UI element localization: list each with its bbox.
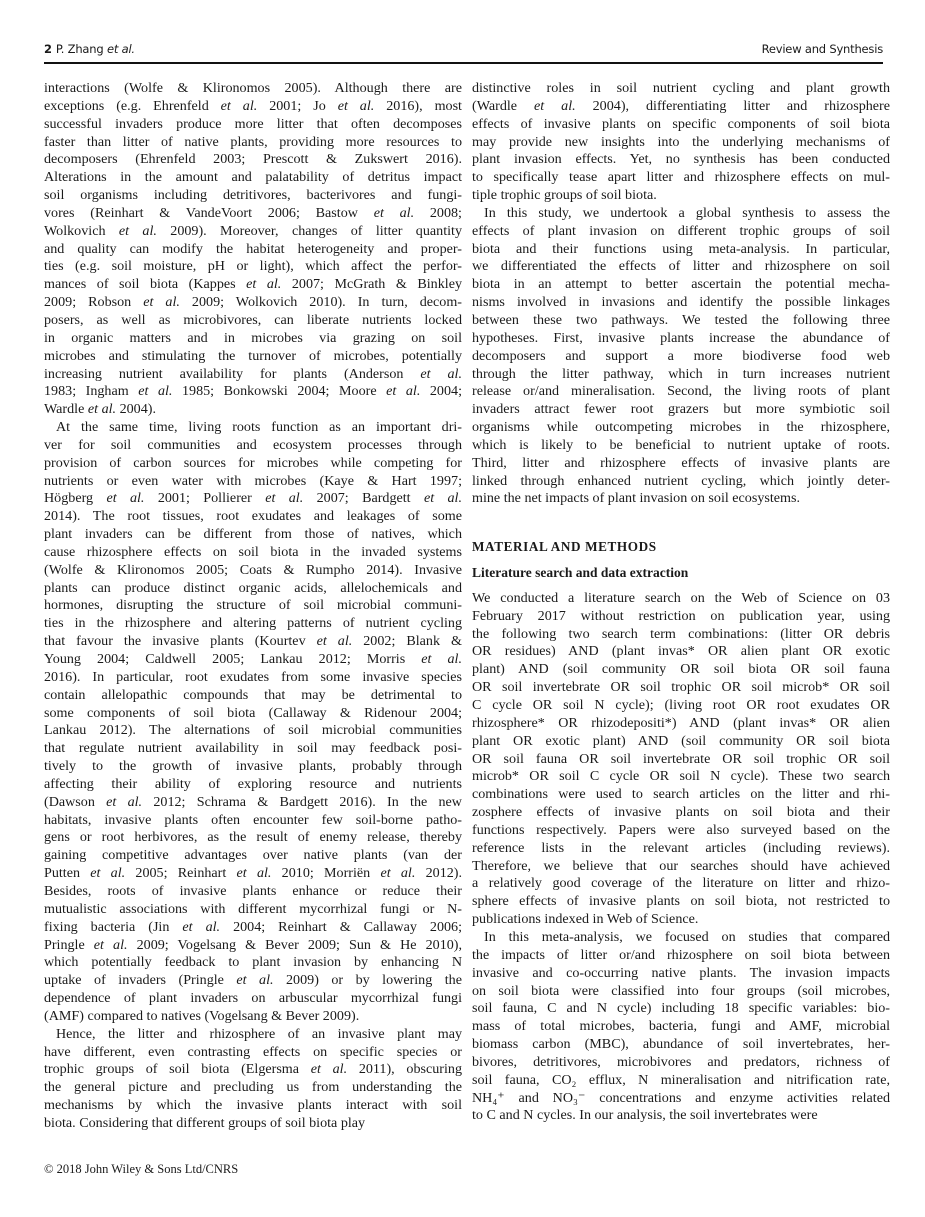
- text-line: OR soil invertebrate OR soil trophic OR soil microb* OR soil: [472, 679, 890, 696]
- text-line: have different, even contrasting effects on specific species or: [44, 1043, 462, 1060]
- text-line: gens or root herbivores, as the result of enemy release, thereby: [44, 829, 462, 846]
- paragraph: [44, 1026, 462, 1133]
- running-header: [44, 40, 883, 60]
- right-column: [472, 80, 890, 1125]
- text-line: to specifically tease apart litter and rhizosphere effects on mul-: [472, 169, 890, 186]
- text-line: sphere effects of invasive plants on soil biota, not restricted to: [472, 893, 890, 910]
- text-line: Alterations in the amount and palatability of detritus impact: [44, 169, 462, 186]
- text-line: (Wardle et al. 2004), differentiating litter and rhizosphere: [472, 97, 890, 114]
- paragraph: [472, 80, 890, 205]
- text-line: At the same time, living roots function as an important dri-: [56, 419, 462, 436]
- header-author: P. Zhang: [55, 42, 104, 56]
- text-line: In this meta-analysis, we focused on studies that compared: [484, 928, 890, 945]
- text-line: Putten et al. 2005; Reinhart et al. 2010; Morriën et al. 2012).: [44, 865, 463, 882]
- text-line: gaining competitive advantages over native plants (van der: [44, 847, 462, 864]
- text-line: effects of plant invasion on different trophic groups of soil: [472, 222, 890, 239]
- text-line: plants can produce distinct organic acids, allelochemicals and: [44, 579, 462, 596]
- text-line: 2014). The root tissues, root exudates and leakages of some: [44, 508, 462, 525]
- text-line: mass of total microbes, bacteria, fungi and AMF, microbial: [472, 1018, 890, 1035]
- text-line: decomposers and support a more biodiverse food web: [472, 347, 890, 364]
- text-line: invasive and co-occurring native plants. The invasion impacts: [472, 964, 890, 981]
- text-line: through the litter pathway, which in turn increases nutrient: [472, 365, 890, 382]
- text-line: NH₄⁺ and NO₃⁻ concentrations and enzyme activities related: [472, 1089, 890, 1106]
- paragraph: [472, 590, 890, 929]
- text-line: nisms involved in invasions and identify the possible linkages: [472, 294, 890, 311]
- text-line: We conducted a literature search on the Web of Science on 03: [472, 589, 890, 606]
- text-line: to C and N cycles. In our analysis, the soil invertebrates were: [472, 1107, 818, 1124]
- text-line: tiple trophic groups of soil biota.: [472, 187, 657, 204]
- left-column: [44, 80, 462, 1133]
- text-line: increasing nutrient availability for plants (Anderson et al.: [44, 365, 462, 382]
- text-line: (Dawson et al. 2012; Schrama & Bardgett 2016). In the new: [44, 793, 462, 810]
- paragraph: [44, 80, 462, 419]
- subsection-heading: Literature search and data extraction: [472, 565, 689, 581]
- text-line: we differentiated the effects of litter and rhizosphere on soil: [472, 258, 890, 275]
- text-line: zosphere effects of invasive plants on soil biota and their: [472, 804, 890, 821]
- text-line: Wolkovich et al. 2009). Moreover, changes of litter quantity: [44, 222, 462, 239]
- text-line: trophic groups of soil biota (Elgersma et al. 2011), obscuring: [44, 1061, 462, 1078]
- text-line: soil organisms including detritivores, bacterivores and fungi-: [44, 187, 462, 204]
- text-line: that favour the invasive plants (Kourtev et al. 2002; Blank &: [44, 633, 462, 650]
- text-line: nutrients or even water with microbes (Kaye & Hart 1997;: [44, 472, 462, 489]
- text-line: mechanisms by which the invasive plants interact with soil: [44, 1097, 462, 1114]
- text-line: on soil biota were classified into four groups (soil microbes,: [472, 982, 890, 999]
- text-line: microbes and stimulating the turnover of microbes, potentially: [44, 347, 462, 364]
- text-line: a relatively good coverage of the literature on litter and rhizo-: [472, 875, 890, 892]
- text-line: OR soil fauna OR soil invertebrate OR soil trophic OR soil: [472, 750, 890, 767]
- text-line: the following two search term combinations: (litter OR debris: [472, 625, 890, 642]
- text-line: successful invaders produce more litter that often decomposes: [44, 115, 462, 132]
- text-line: provision of carbon sources for microbes while competing for: [44, 454, 462, 471]
- text-line: (Wolfe & Klironomos 2005; Coats & Rumpho 2014). Invasive: [44, 561, 462, 578]
- text-line: 2016). In particular, root exudates from some invasive species: [44, 668, 462, 685]
- text-line: C cycle OR soil N cycle); (living root OR root exudates OR: [472, 697, 890, 713]
- text-line: tively to the growth of invasive plants, probably through: [44, 758, 462, 775]
- text-line: dependence of plant invaders on arbuscular mycorrhizal fungi: [44, 990, 462, 1007]
- text-line: ties (e.g. soil moisture, pH or light), which affect the perfor-: [44, 258, 462, 275]
- text-line: soil fauna, C and N cycle) including 18 specific variables: bio-: [472, 1000, 890, 1017]
- header-rule: [44, 62, 883, 64]
- text-line: Lankau 2012). The alternations of soil microbial communities: [44, 722, 462, 739]
- text-line: 1983; Ingham et al. 1985; Bonkowski 2004; Moore et al. 2004;: [44, 383, 462, 400]
- text-line: Therefore, we believe that our searches should have achieved: [472, 857, 890, 874]
- text-line: and quality can modify the habitat heterogeneity and proper-: [44, 240, 462, 257]
- text-line: habitats, invasive plants often encounter few soil-borne patho-: [44, 811, 462, 828]
- text-line: may provide new insights into the underlying mechanisms of: [472, 133, 890, 150]
- text-line: Wardle et al. 2004).: [44, 401, 156, 418]
- text-line: biota and their functions using meta-analysis. In particular,: [472, 240, 890, 257]
- text-line: microb* OR soil C cycle OR soil N cycle). These two search: [472, 768, 890, 785]
- text-line: plant invaders can be different from those of natives, which: [44, 526, 462, 543]
- text-line: which is likely to be beneficial to nutrient uptake of roots.: [472, 436, 890, 453]
- text-line: faster than litter of native plants, providing more resources to: [44, 133, 462, 150]
- text-line: ver for soil communities and ecosystem processes through: [44, 436, 462, 453]
- text-line: functions respectively. Papers were also surveyed based on the: [472, 821, 890, 838]
- text-line: the general picture and precluding us from understanding the: [44, 1079, 462, 1096]
- paragraph: [472, 205, 890, 508]
- text-line: (AMF) compared to natives (Vogelsang & Bever 2009).: [44, 1007, 360, 1024]
- text-line: decomposers (Ehrenfeld 2003; Prescott & Zukswert 2016).: [44, 151, 462, 168]
- text-line: the impacts of litter or/and rhizosphere on soil biota between: [472, 946, 890, 963]
- text-line: posers, as well as microbivores, can liberate nutrients locked: [44, 311, 462, 328]
- text-line: in organic matters and in microbes via grazing on soil: [44, 329, 462, 346]
- text-line: invaders attract fewer root grazers but more symbiotic soil: [472, 401, 890, 418]
- text-line: OR residues) AND (plant invas* OR alien plant OR exotic: [472, 643, 890, 660]
- text-line: combinations were used to search articles on the litter and rhi-: [472, 786, 890, 803]
- text-line: Hence, the litter and rhizosphere of an invasive plant may: [56, 1025, 462, 1042]
- text-line: affecting their ability of exploring resource and nutrients: [44, 775, 462, 792]
- text-line: linked through enhanced nutrient cycling, which jointly deter-: [472, 472, 890, 489]
- text-line: hypotheses. First, invasive plants increase the abundance of: [472, 329, 890, 346]
- text-line: mances of soil biota (Kappes et al. 2007; McGrath & Binkley: [44, 276, 462, 293]
- text-line: Young 2004; Caldwell 2005; Lankau 2012; Morris et al.: [44, 651, 462, 667]
- text-line: 2009; Robson et al. 2009; Wolkovich 2010). In turn, decom-: [44, 294, 462, 311]
- text-line: hormones, disrupting the structure of soil microbial communi-: [44, 597, 462, 614]
- text-line: some components of soil biota (Callaway & Ridenour 2004;: [44, 704, 462, 721]
- text-line: biomass carbon (MBC), abundance of soil invertebrates, her-: [472, 1036, 890, 1053]
- text-line: Pringle et al. 2009; Vogelsang & Bever 2009; Sun & He 2010),: [44, 936, 463, 953]
- text-line: vores (Reinhart & VandeVoort 2006; Bastow et al. 2008;: [44, 204, 462, 221]
- text-line: soil fauna, CO₂ efflux, N mineralisation and nitrification rate,: [472, 1071, 890, 1088]
- paragraph: [472, 929, 890, 1125]
- text-line: Högberg et al. 2001; Pollierer et al. 2007; Bardgett et al.: [44, 490, 462, 507]
- text-line: cause rhizosphere effects on soil biota in the invaded systems: [44, 543, 462, 560]
- text-line: fixing bacteria (Jin et al. 2004; Reinhart & Callaway 2006;: [44, 918, 462, 935]
- text-line: bivores, detritivores, microbivores and predators, richness of: [472, 1053, 890, 1070]
- text-line: uptake of invaders (Pringle et al. 2009) or by lowering the: [44, 972, 462, 989]
- text-line: interactions (Wolfe & Klironomos 2005). Although there are: [44, 80, 462, 96]
- text-line: Third, litter and rhizosphere effects of invasive plants are: [472, 454, 890, 471]
- text-line: biota. Considering that different groups of soil biota play: [44, 1114, 366, 1131]
- text-line: February 2017 without restriction on publication year, using: [472, 607, 890, 624]
- text-line: In this study, we undertook a global synthesis to assess the: [484, 204, 890, 221]
- text-line: Besides, roots of invasive plants enhance or reduce their: [44, 882, 462, 899]
- text-line: distinctive roles in soil nutrient cycling and plant growth: [472, 80, 890, 96]
- text-line: rhizosphere* OR rhizodepositi*) AND (plant invas* OR alien: [472, 714, 890, 731]
- text-line: plant invasion effects. Yet, no synthesis has been conducted: [472, 151, 890, 168]
- text-line: release or/and mineralisation. Second, the living roots of plant: [472, 383, 890, 400]
- text-line: that regulate nutrient availability in soil may feedback posi-: [44, 740, 462, 757]
- header-section: Review and Synthesis: [761, 42, 883, 56]
- text-line: ties in the rhizosphere and altering patterns of nutrient cycling: [44, 615, 462, 632]
- text-line: mine the net impacts of plant invasion on soil ecosystems.: [472, 490, 801, 507]
- copyright-footer: © 2018 John Wiley & Sons Ltd/CNRS: [44, 1162, 239, 1176]
- text-line: which potentially feedback to plant invasion by enhancing N: [44, 954, 462, 971]
- text-line: biota in an attempt to better ascertain the potential mecha-: [472, 276, 890, 293]
- text-line: organisms while outcompeting microbes in the rhizosphere,: [472, 419, 890, 436]
- text-line: contain allelopathic compounds that may be detrimental to: [44, 686, 462, 703]
- text-line: exceptions (e.g. Ehrenfeld et al. 2001; Jo et al. 2016), most: [44, 97, 462, 114]
- text-line: publications indexed in Web of Science.: [472, 911, 699, 928]
- text-line: mutualistic associations with different mycorrhizal fungi or N-: [44, 900, 462, 917]
- section-heading: MATERIAL AND METHODS: [472, 539, 657, 555]
- header-left: [44, 42, 135, 56]
- page-number: 2: [44, 42, 52, 56]
- header-author-suffix: et al.: [106, 42, 135, 56]
- text-line: reference lists in the relevant articles (including reviews).: [472, 839, 890, 856]
- text-line: between these two pathways. We tested the following three: [472, 311, 890, 328]
- text-line: plant OR exotic plant) AND (soil community OR soil biota: [472, 732, 890, 749]
- text-line: plant) AND (soil community OR soil biota OR soil fauna: [472, 661, 890, 678]
- text-line: effects of invasive plants on specific components of soil biota: [472, 115, 890, 132]
- paragraph: [44, 419, 462, 1026]
